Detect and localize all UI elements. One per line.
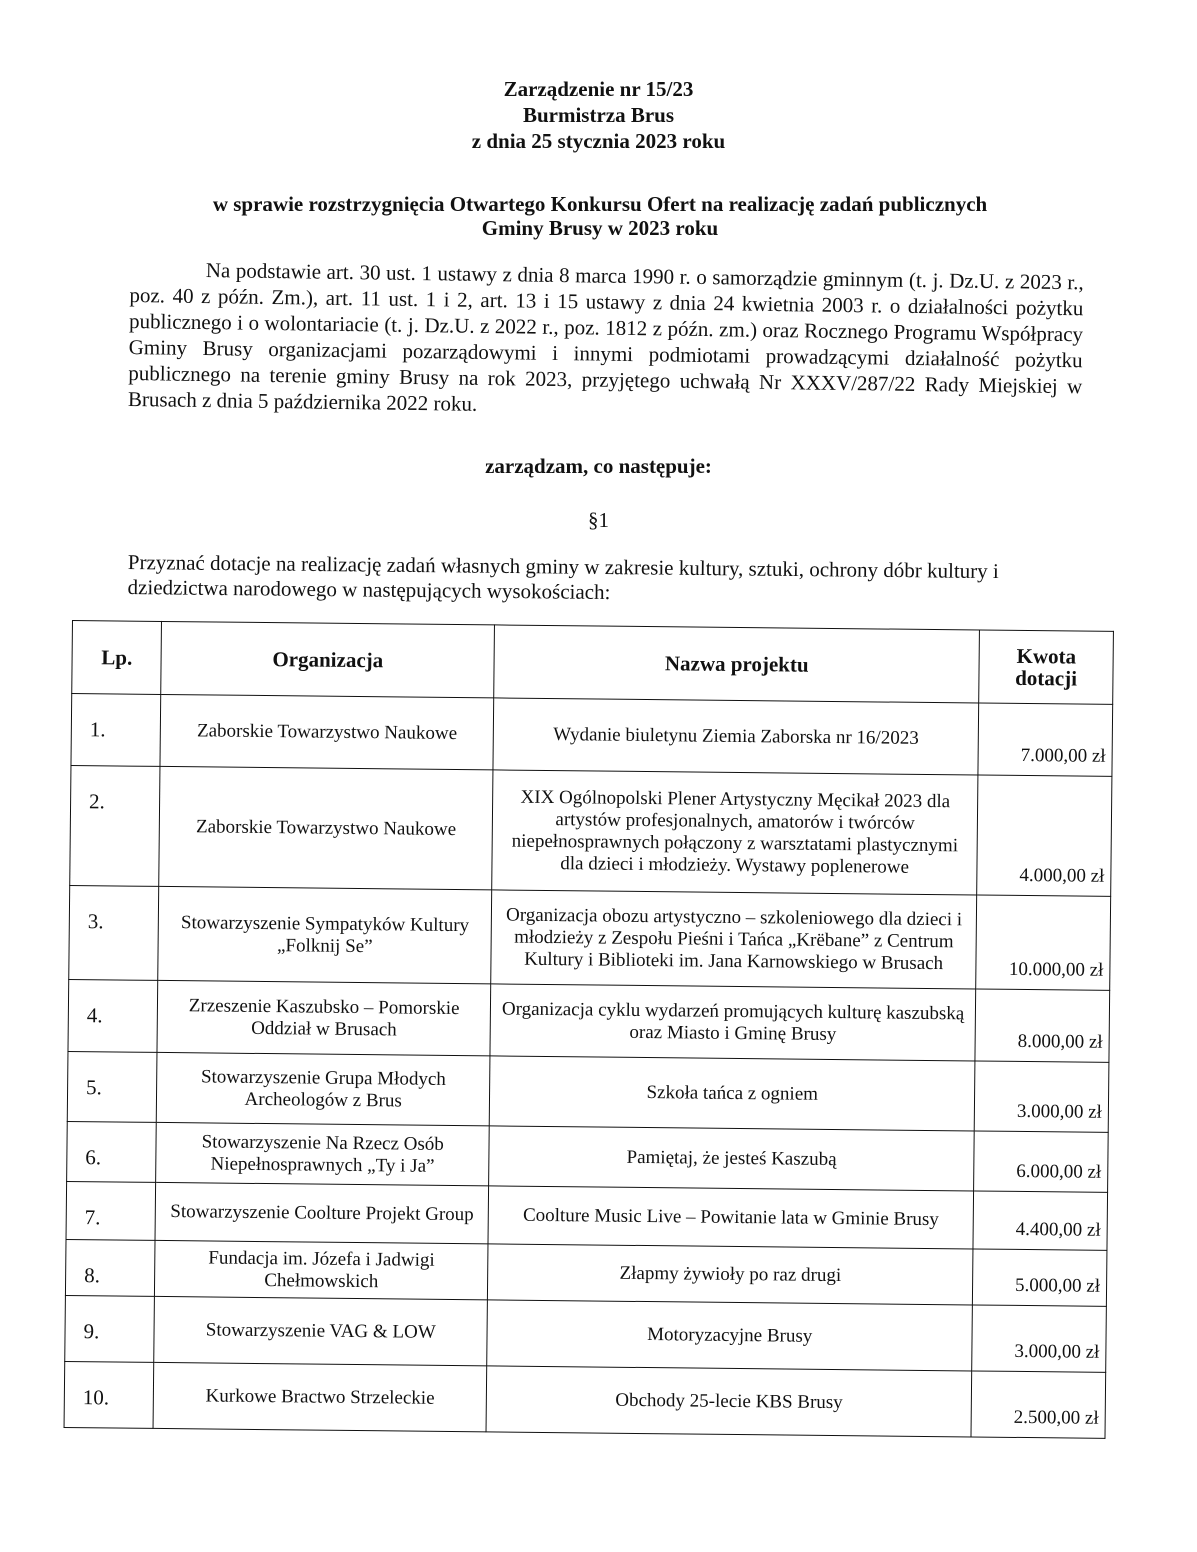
subject-line-1: w sprawie rozstrzygnięcia Otwartego Konkursu Ofert na realizację zadań publicznych — [212, 192, 988, 216]
document-subject — [150, 192, 1050, 240]
row-project: Obchody 25-lecie KBS Brusy — [486, 1366, 972, 1437]
row-organization: Stowarzyszenie VAG & LOW — [154, 1296, 487, 1365]
row-organization: Zrzeszenie Kaszubsko – Pomorskie Oddział w Brusach — [157, 980, 490, 1055]
row-amount: 10.000,00 zł — [976, 895, 1111, 990]
row-amount: 3.000,00 zł — [972, 1305, 1106, 1372]
section-intro: Przyznać dotacje na realizację zadań własnych gminy w zakresie kultury, sztuki, ochrony dóbr kultury i dziedzictwa narodowego w następujących wysokościach: — [127, 550, 999, 605]
header-amount-label: Kwota dotacji — [1015, 643, 1078, 691]
row-project: Wydanie biuletynu Ziemia Zaborska nr 16/2023 — [493, 698, 979, 775]
grants-table — [64, 620, 1114, 1439]
row-amount: 2.500,00 zł — [971, 1371, 1105, 1438]
table-row — [71, 694, 1113, 777]
document-date: z dnia 25 stycznia 2023 roku — [471, 129, 726, 153]
row-amount: 5.000,00 zł — [973, 1249, 1107, 1306]
row-number: 10. — [64, 1361, 154, 1428]
row-number: 1. — [71, 694, 161, 767]
row-amount: 4.400,00 zł — [973, 1191, 1107, 1250]
table-row — [64, 1361, 1106, 1438]
table-row — [70, 765, 1112, 896]
row-project: Organizacja obozu artystyczno – szkoleniowego dla dzieci i młodzieży z Zespołu Pieśni i Tańca „Krëbane” z Centrum Kultury i Biblioteki im. Jana Karnowskiego w Brusach — [491, 890, 977, 989]
row-amount: 3.000,00 zł — [975, 1061, 1109, 1132]
row-organization: Stowarzyszenie Grupa Młodych Archeologów z Brus — [157, 1052, 490, 1125]
table-row — [69, 885, 1111, 990]
table-row — [68, 979, 1110, 1062]
table-row — [67, 1051, 1109, 1132]
row-organization: Fundacja im. Józefa i Jadwigi Chełmowskich — [155, 1240, 488, 1299]
row-project: Złapmy żywioły po raz drugi — [487, 1244, 973, 1305]
preamble-text: Na podstawie art. 30 ust. 1 ustawy z dnia 8 marca 1990 r. o samorządzie gminnym (t. j. Dz.U. z 2023 r., poz. 40 z późn. Zm.), art. 11 ust. 1 i 2, art. 13 i 15 ustawy z dnia 24 kwietnia 2003 r. o działalności pożytku publicznego i o wolontariacie (t. j. Dz.U. z 2022 r., poz. 1812 z późn. zm.) oraz Rocznego Programu Współpracy Gminy Brusy organizacjami pozarządowymi i innymi podmiotami prowadzącymi działalność pożytku publicznego na terenie gminy Brusy na rok 2023, przyjętego uchwałą Nr XXXV/287/22 Rady Miejskiej w Brusach z dnia 5 października 2022 roku. — [127, 258, 1084, 416]
row-amount: 6.000,00 zł — [974, 1131, 1108, 1192]
row-number: 9. — [65, 1295, 155, 1362]
row-amount: 7.000,00 zł — [978, 703, 1112, 776]
row-number: 7. — [66, 1181, 156, 1240]
table-row — [66, 1181, 1108, 1250]
row-number: 4. — [68, 979, 158, 1052]
row-organization: Zaborskie Towarzystwo Naukowe — [159, 766, 493, 889]
header-project: Nazwa projektu — [494, 625, 980, 703]
row-project: Organizacja cyklu wydarzeń promujących kulturę kaszubską oraz Miasto i Gminę Brusy — [490, 984, 976, 1061]
header-organization: Organizacja — [161, 621, 494, 697]
row-project: Szkoła tańca z ogniem — [489, 1056, 975, 1131]
row-organization: Stowarzyszenie Sympatyków Kultury „Folknij Se” — [158, 886, 492, 983]
row-number: 8. — [65, 1239, 155, 1296]
document-title: Zarządzenie nr 15/23 — [503, 77, 694, 101]
row-number: 2. — [70, 765, 161, 886]
row-number: 5. — [67, 1051, 157, 1122]
row-amount: 8.000,00 zł — [975, 989, 1109, 1062]
document-issuer: Burmistrza Brus — [522, 103, 675, 127]
row-project: XIX Ogólnopolski Plener Artystyczny Męcikał 2023 dla artystów profesjonalnych, amatorów i twórców niepełnosprawnych połączony z warsztatami plastycznymi dla dzieci i młodzieży. Wystawy poplenerowe — [492, 770, 979, 895]
preamble-paragraph — [128, 256, 1084, 425]
row-project: Pamiętaj, że jesteś Kaszubą — [489, 1126, 975, 1191]
header-lp: Lp. — [72, 621, 162, 695]
subject-line-2: Gminy Brusy w 2023 roku — [481, 216, 719, 240]
table-row — [65, 1295, 1107, 1372]
grants-table-wrapper — [64, 620, 1132, 1439]
row-project: Coolture Music Live – Powitanie lata w Gminie Brusy — [488, 1186, 974, 1249]
row-organization: Zaborskie Towarzystwo Naukowe — [160, 694, 493, 769]
table-row — [67, 1121, 1109, 1192]
row-amount: 4.000,00 zł — [977, 775, 1112, 896]
document-heading — [0, 76, 1197, 154]
decree-statement: zarządzam, co następuje: — [485, 454, 712, 478]
row-number: 3. — [69, 885, 159, 980]
table-header-row — [72, 621, 1114, 705]
section-mark: §1 — [588, 508, 609, 532]
row-organization: Kurkowe Bractwo Strzeleckie — [153, 1362, 486, 1431]
row-project: Motoryzacyjne Brusy — [487, 1300, 973, 1371]
row-organization: Stowarzyszenie Coolture Projekt Group — [155, 1182, 488, 1243]
row-organization: Stowarzyszenie Na Rzecz Osób Niepełnosprawnych „Ty i Ja” — [156, 1122, 489, 1185]
header-amount — [979, 630, 1113, 704]
row-number: 6. — [67, 1121, 157, 1182]
